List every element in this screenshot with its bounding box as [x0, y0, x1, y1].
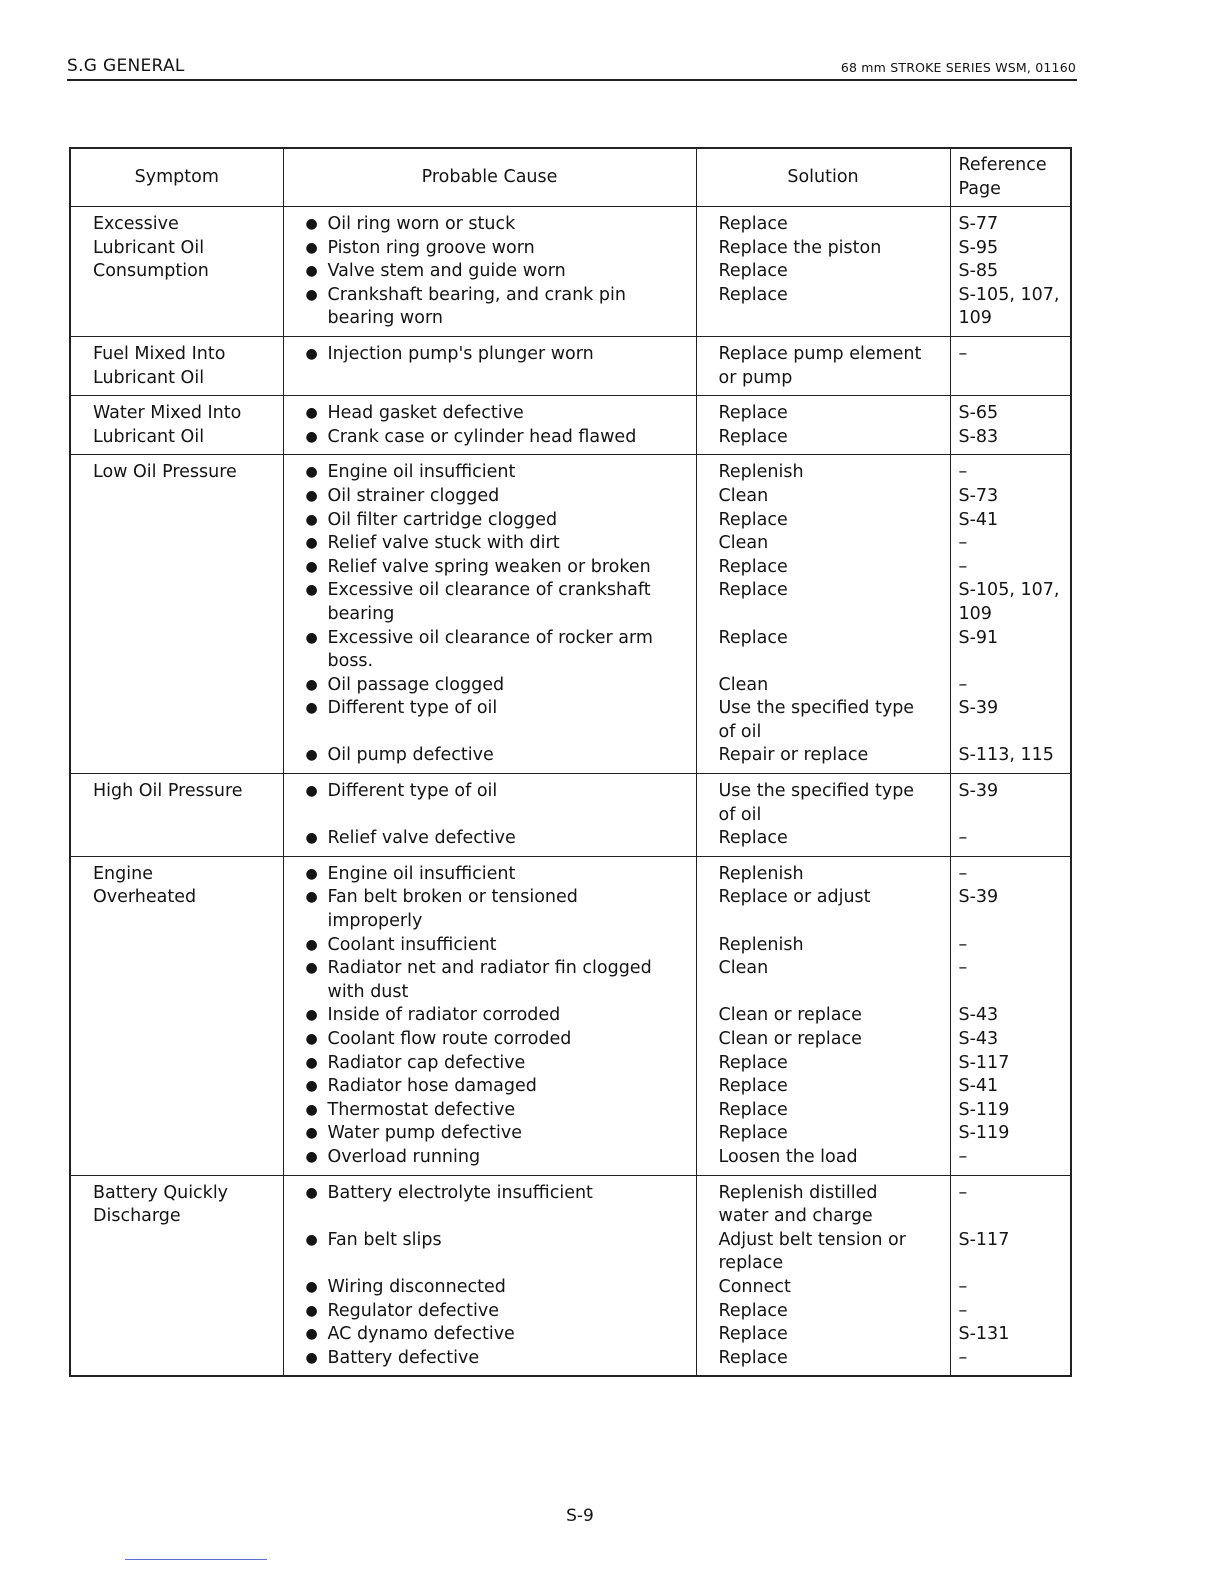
- solution-cell: [696, 207, 950, 337]
- solution-text: Replace or adjust: [718, 887, 871, 908]
- manual-reference: 68 mm STROKE SERIES WSM, 01160: [840, 60, 1076, 75]
- cause-text: Battery electrolyte insufficient: [327, 1182, 593, 1203]
- solution-text: of oil: [718, 804, 762, 825]
- cause-text: Inside of radiator corroded: [327, 1005, 561, 1026]
- reference-text: –: [958, 462, 968, 483]
- cause-text: Different type of oil: [327, 781, 498, 802]
- cause-text: Fan belt slips: [327, 1229, 442, 1250]
- cause-text: Valve stem and guide worn: [327, 261, 566, 282]
- bullet-icon: ●: [305, 700, 318, 717]
- cause-item: [306, 556, 692, 580]
- table-row: [70, 1175, 1071, 1376]
- solution-text: Replace: [718, 580, 788, 601]
- solution-text: [719, 910, 946, 934]
- symptom-text: Excessive: [93, 214, 179, 234]
- cause-text: Excessive oil clearance of rocker arm: [327, 627, 653, 648]
- cause-item: [306, 1075, 692, 1099]
- bullet-icon: ●: [305, 830, 318, 847]
- solution-text: Replace: [718, 1324, 788, 1345]
- cause-text: improperly: [327, 911, 423, 932]
- reference-page-cell: [950, 336, 1071, 395]
- cause-text: Battery defective: [327, 1347, 480, 1368]
- cause-text: Relief valve defective: [327, 828, 516, 849]
- solution-text: Replace: [718, 403, 788, 424]
- cause-item: [306, 461, 692, 485]
- bullet-icon: ●: [305, 936, 318, 953]
- symptom-text: Lubricant Oil: [93, 367, 205, 388]
- reference-text: –: [958, 828, 968, 849]
- cause-item: [306, 1122, 692, 1146]
- cause-text: Relief valve spring weaken or broken: [327, 556, 651, 577]
- bullet-icon: ●: [305, 582, 318, 599]
- bullet-icon: ●: [305, 783, 318, 800]
- cause-item: [306, 674, 692, 698]
- cause-text: Thermostat defective: [327, 1099, 516, 1120]
- symptom-text: Lubricant Oil: [93, 426, 205, 447]
- solution-cell: [696, 336, 950, 395]
- solution-text: Repair or replace: [718, 745, 869, 766]
- reference-page-cell: [950, 455, 1071, 774]
- bullet-icon: ●: [305, 1302, 318, 1319]
- symptom-text: Battery Quickly: [93, 1182, 229, 1203]
- solution-text: Replace: [718, 284, 788, 305]
- solution-text: or pump: [718, 367, 793, 388]
- cause-text: Wiring disconnected: [327, 1276, 506, 1297]
- cause-item: [306, 1028, 692, 1052]
- bullet-icon: ●: [305, 428, 318, 445]
- reference-text: [959, 367, 1067, 391]
- cause-text: Oil ring worn or stuck: [327, 214, 516, 234]
- cause-text: boss.: [327, 651, 374, 672]
- symptom-cell: [70, 336, 283, 395]
- bullet-icon: ●: [305, 1148, 318, 1165]
- solution-text: Replenish: [718, 934, 804, 955]
- cause-text: [328, 804, 692, 828]
- bullet-icon: ●: [305, 747, 318, 764]
- solution-text: Replace: [718, 1123, 788, 1144]
- column-header-solution: Solution: [696, 148, 950, 207]
- column-header-symptom: Symptom: [70, 148, 283, 207]
- reference-text: –: [958, 674, 968, 695]
- cause-text: Coolant flow route corroded: [327, 1029, 572, 1049]
- bullet-icon: ●: [305, 865, 318, 882]
- cause-item: [306, 1323, 692, 1347]
- cause-item: [306, 1276, 692, 1300]
- reference-text: S-65: [958, 403, 999, 424]
- bullet-icon: ●: [305, 263, 318, 280]
- symptom-text: Discharge: [93, 1206, 181, 1227]
- solution-text: water and charge: [718, 1206, 873, 1227]
- table-header-row: [70, 148, 1071, 207]
- bullet-icon: ●: [305, 535, 318, 552]
- solution-text: Replenish: [718, 863, 804, 884]
- bullet-icon: ●: [305, 960, 318, 977]
- reference-text: S-39: [958, 887, 999, 908]
- solution-text: Adjust belt tension or: [718, 1229, 906, 1250]
- footer-rule: [125, 1559, 267, 1560]
- bullet-icon: ●: [305, 629, 318, 646]
- reference-page-cell: [950, 856, 1071, 1175]
- reference-text: S-117: [958, 1052, 1010, 1073]
- solution-text: Replace the piston: [718, 237, 882, 258]
- cause-text: Engine oil insufficient: [327, 863, 516, 884]
- symptom-text: Fuel Mixed Into: [93, 343, 226, 364]
- reference-page-cell: [950, 1175, 1071, 1376]
- troubleshooting-table: [69, 147, 1072, 1377]
- cause-item: [306, 780, 692, 827]
- symptom-cell: [70, 1175, 283, 1376]
- probable-cause-cell: [283, 856, 696, 1175]
- cause-item: [306, 485, 692, 509]
- header-divider: [67, 79, 1077, 81]
- reference-text: S-105, 107,: [958, 284, 1060, 305]
- solution-text: Replace: [718, 627, 788, 648]
- bullet-icon: ●: [305, 286, 318, 303]
- cause-item: [306, 1347, 692, 1371]
- symptom-text: Engine: [93, 863, 153, 884]
- solution-text: Replace: [718, 556, 788, 577]
- bullet-icon: ●: [305, 676, 318, 693]
- bullet-icon: ●: [305, 1278, 318, 1295]
- cause-item: [306, 1229, 692, 1276]
- symptom-cell: [70, 455, 283, 774]
- cause-item: [306, 509, 692, 533]
- cause-text: Overload running: [327, 1146, 481, 1167]
- cause-text: [328, 721, 692, 745]
- solution-text: Clean: [718, 533, 769, 554]
- cause-text: Different type of oil: [327, 698, 498, 719]
- solution-text: [719, 981, 946, 1005]
- reference-text: S-77: [958, 214, 999, 234]
- reference-text: S-39: [958, 781, 999, 802]
- cause-text: Water pump defective: [327, 1123, 522, 1144]
- reference-text: 109: [958, 603, 992, 624]
- solution-text: Replace: [718, 1300, 788, 1321]
- symptom-text: Consumption: [93, 261, 209, 282]
- solution-text: Replenish: [718, 462, 804, 483]
- reference-text: –: [958, 934, 968, 955]
- page-number: S-9: [566, 1506, 594, 1526]
- reference-text: S-119: [958, 1099, 1010, 1120]
- cause-item: [306, 886, 692, 933]
- solution-text: Replace: [718, 214, 788, 234]
- reference-text: [959, 804, 1067, 828]
- cause-item: [306, 744, 692, 768]
- reference-page-cell: [950, 396, 1071, 455]
- cause-item: [306, 934, 692, 958]
- solution-cell: [696, 774, 950, 857]
- bullet-icon: ●: [305, 511, 318, 528]
- solution-text: of oil: [718, 721, 762, 742]
- reference-text: S-117: [958, 1229, 1010, 1250]
- reference-text: [959, 721, 1067, 745]
- reference-text: –: [958, 1300, 968, 1321]
- symptom-text: Lubricant Oil: [93, 237, 205, 258]
- probable-cause-cell: [283, 1175, 696, 1376]
- cause-text: Engine oil insufficient: [327, 462, 516, 483]
- solution-text: Replace: [718, 1076, 788, 1097]
- reference-text: [959, 910, 1067, 934]
- reference-text: [959, 981, 1067, 1005]
- solution-cell: [696, 455, 950, 774]
- reference-text: S-83: [958, 426, 999, 447]
- reference-text: –: [958, 958, 968, 979]
- symptom-cell: [70, 856, 283, 1175]
- probable-cause-cell: [283, 455, 696, 774]
- reference-text: 109: [958, 308, 992, 329]
- cause-text: Coolant insufficient: [327, 934, 497, 955]
- cause-text: Head gasket defective: [327, 403, 524, 424]
- column-header-probable-cause: Probable Cause: [283, 148, 696, 207]
- cause-text: Fan belt broken or tensioned: [327, 887, 578, 908]
- reference-text: –: [958, 1146, 968, 1167]
- cause-text: Oil pump defective: [327, 745, 494, 766]
- solution-text: Clean: [718, 485, 769, 506]
- cause-item: [306, 1146, 692, 1170]
- probable-cause-cell: [283, 336, 696, 395]
- reference-text: S-131: [958, 1324, 1010, 1345]
- cause-item: [306, 237, 692, 261]
- bullet-icon: ●: [305, 889, 318, 906]
- cause-item: [306, 1300, 692, 1324]
- cause-item: [306, 579, 692, 626]
- reference-text: S-41: [958, 509, 999, 530]
- solution-text: Replace: [718, 426, 788, 447]
- bullet-icon: ●: [305, 558, 318, 575]
- cause-text: [328, 1205, 692, 1229]
- solution-text: Use the specified type: [718, 781, 915, 802]
- cause-text: bearing: [327, 603, 395, 624]
- bullet-icon: ●: [305, 405, 318, 422]
- cause-text: Crankshaft bearing, and crank pin: [327, 284, 626, 305]
- cause-item: [306, 957, 692, 1004]
- bullet-icon: ●: [305, 1184, 318, 1201]
- symptom-text: Overheated: [93, 887, 197, 908]
- table-row: [70, 774, 1071, 857]
- solution-cell: [696, 396, 950, 455]
- reference-text: –: [958, 556, 968, 577]
- reference-text: S-119: [958, 1123, 1010, 1144]
- reference-text: [959, 650, 1067, 674]
- reference-text: –: [958, 1182, 968, 1203]
- reference-text: S-43: [958, 1029, 999, 1049]
- reference-text: S-39: [958, 698, 999, 719]
- solution-text: Replace: [718, 1052, 788, 1073]
- solution-text: [719, 650, 946, 674]
- cause-item: [306, 1099, 692, 1123]
- reference-text: S-95: [958, 237, 999, 258]
- solution-text: Clean: [718, 958, 769, 979]
- cause-text: AC dynamo defective: [327, 1324, 515, 1345]
- bullet-icon: ●: [305, 464, 318, 481]
- solution-text: [719, 307, 946, 331]
- reference-text: S-85: [958, 261, 999, 282]
- solution-text: Replace: [718, 261, 788, 282]
- cause-item: [306, 402, 692, 426]
- solution-text: Connect: [718, 1276, 791, 1297]
- cause-item: [306, 213, 692, 237]
- cause-item: [306, 1182, 692, 1229]
- reference-text: –: [958, 863, 968, 884]
- reference-text: [959, 1205, 1067, 1229]
- symptom-cell: [70, 774, 283, 857]
- cause-item: [306, 426, 692, 450]
- section-title: S.G GENERAL: [67, 56, 185, 76]
- symptom-cell: [70, 396, 283, 455]
- reference-text: –: [958, 343, 968, 364]
- cause-item: [306, 1004, 692, 1028]
- symptom-text: Water Mixed Into: [93, 403, 242, 424]
- cause-text: Relief valve stuck with dirt: [327, 533, 560, 554]
- reference-text: S-105, 107,: [958, 580, 1060, 601]
- cause-item: [306, 627, 692, 674]
- cause-text: [328, 1252, 692, 1276]
- solution-text: [719, 603, 946, 627]
- solution-text: replace: [718, 1253, 784, 1274]
- reference-text: –: [958, 1276, 968, 1297]
- cause-item: [306, 1052, 692, 1076]
- symptom-cell: [70, 207, 283, 337]
- reference-text: S-113, 115: [958, 745, 1054, 766]
- cause-item: [306, 532, 692, 556]
- bullet-icon: ●: [305, 345, 318, 362]
- bullet-icon: ●: [305, 1349, 318, 1366]
- troubleshooting-table-container: [69, 147, 1070, 1377]
- cause-text: Crank case or cylinder head flawed: [327, 426, 637, 447]
- cause-text: Regulator defective: [327, 1300, 500, 1321]
- symptom-text: High Oil Pressure: [93, 781, 243, 802]
- solution-text: Loosen the load: [718, 1146, 858, 1167]
- solution-text: Replenish distilled: [718, 1182, 878, 1203]
- symptom-text: Low Oil Pressure: [93, 462, 237, 483]
- solution-text: Clean: [718, 674, 769, 695]
- reference-text: [959, 1252, 1067, 1276]
- reference-text: –: [958, 1347, 968, 1368]
- cause-text: Radiator hose damaged: [327, 1076, 537, 1097]
- solution-text: Replace: [718, 828, 788, 849]
- cause-item: [306, 260, 692, 284]
- bullet-icon: ●: [305, 239, 318, 256]
- solution-cell: [696, 856, 950, 1175]
- bullet-icon: ●: [305, 1031, 318, 1047]
- bullet-icon: ●: [305, 1101, 318, 1118]
- solution-text: Replace: [718, 509, 788, 530]
- cause-item: [306, 284, 692, 331]
- cause-text: Excessive oil clearance of crankshaft: [327, 580, 651, 601]
- solution-text: Use the specified type: [718, 698, 915, 719]
- bullet-icon: ●: [305, 1054, 318, 1071]
- reference-page-cell: [950, 207, 1071, 337]
- cause-item: [306, 827, 692, 851]
- solution-cell: [696, 1175, 950, 1376]
- table-row: [70, 856, 1071, 1175]
- cause-item: [306, 343, 692, 390]
- bullet-icon: ●: [305, 1007, 318, 1024]
- bullet-icon: ●: [305, 1231, 318, 1248]
- column-header-reference-page: Reference Page: [950, 148, 1071, 207]
- reference-page-cell: [950, 774, 1071, 857]
- reference-text: S-41: [958, 1076, 999, 1097]
- table-body: [70, 207, 1071, 1377]
- probable-cause-cell: [283, 396, 696, 455]
- probable-cause-cell: [283, 774, 696, 857]
- cause-text: with dust: [327, 981, 409, 1002]
- bullet-icon: ●: [305, 216, 318, 232]
- table-row: [70, 207, 1071, 337]
- reference-text: S-43: [958, 1005, 999, 1026]
- table-row: [70, 336, 1071, 395]
- solution-text: Replace: [718, 1099, 788, 1120]
- reference-text: S-73: [958, 485, 999, 506]
- table-row: [70, 455, 1071, 774]
- cause-item: [306, 863, 692, 887]
- bullet-icon: ●: [305, 1125, 318, 1142]
- solution-text: Clean or replace: [718, 1029, 862, 1049]
- cause-text: bearing worn: [327, 308, 443, 329]
- cause-text: Radiator cap defective: [327, 1052, 526, 1073]
- cause-text: Piston ring groove worn: [327, 237, 535, 258]
- bullet-icon: ●: [305, 1078, 318, 1095]
- cause-text: Oil passage clogged: [327, 674, 505, 695]
- table-row: [70, 396, 1071, 455]
- cause-text: Injection pump's plunger worn: [327, 343, 594, 364]
- solution-text: Replace: [718, 1347, 788, 1368]
- cause-item: [306, 697, 692, 744]
- solution-text: Clean or replace: [718, 1005, 862, 1026]
- cause-text: Radiator net and radiator fin clogged: [327, 958, 652, 979]
- cause-text: [328, 367, 692, 391]
- reference-text: –: [958, 533, 968, 554]
- probable-cause-cell: [283, 207, 696, 337]
- solution-text: Replace pump element: [718, 343, 922, 364]
- reference-text: S-91: [958, 627, 999, 648]
- cause-text: Oil strainer clogged: [327, 485, 500, 506]
- bullet-icon: ●: [305, 487, 318, 504]
- bullet-icon: ●: [305, 1326, 318, 1343]
- cause-text: Oil filter cartridge clogged: [327, 509, 558, 530]
